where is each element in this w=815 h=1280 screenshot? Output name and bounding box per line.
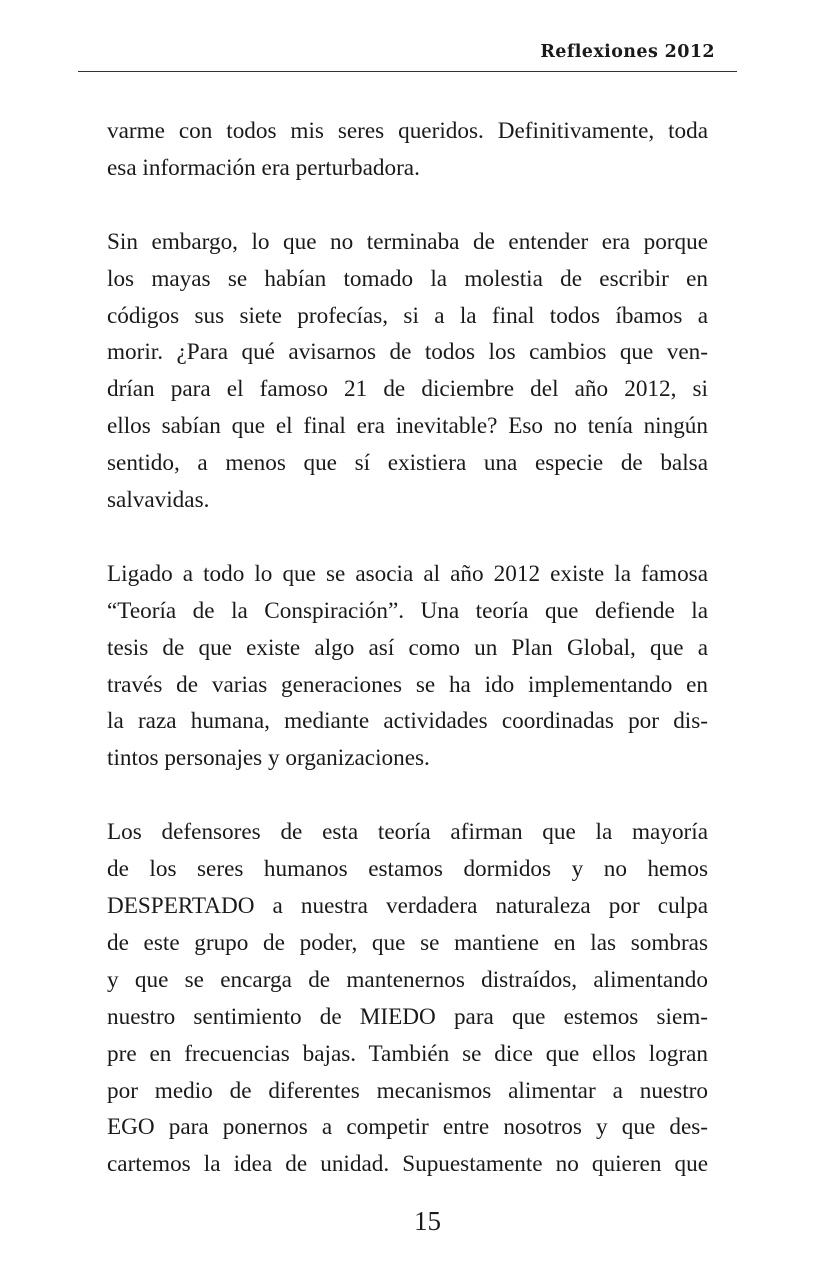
running-header [78, 40, 737, 72]
text-line: de los seres humanos estamos dormidos y no hemos [107, 856, 708, 883]
text-line: través de varias generaciones se ha ido implementando en [107, 671, 708, 698]
text-line: la raza humana, mediante actividades coordinadas por dis- [107, 708, 708, 735]
text-line: nuestro sentimiento de MIEDO para que estemos siem- [107, 1003, 708, 1030]
text-line: sentido, a menos que sí existiera una especie de balsa [107, 450, 708, 477]
text-line: por medio de diferentes mecanismos alimentar a nuestro [107, 1077, 708, 1104]
text-line: cartemos la idea de unidad. Supuestamente no quieren que [107, 1151, 708, 1178]
text-line: drían para el famoso 21 de diciembre del año 2012, si [107, 376, 708, 403]
paragraph-2 [107, 224, 708, 519]
text-line: Ligado a todo lo que se asocia al año 2012 existe la famosa [107, 560, 708, 587]
text-line: “Teoría de la Conspiración”. Una teoría que defiende la [107, 597, 708, 624]
text-line: salvavidas. [107, 487, 210, 514]
text-line: los mayas se habían tomado la molestia de escribir en [107, 265, 708, 292]
text-line: tintos personajes y organizaciones. [107, 745, 430, 772]
text-line: tesis de que existe algo así como un Plan Global, que a [107, 634, 708, 661]
paragraph-1 [107, 113, 708, 187]
text-line: códigos sus siete profecías, si a la final todos íbamos a [107, 302, 708, 329]
page-number: 15 [414, 1206, 441, 1236]
paragraph-4 [107, 814, 708, 1183]
text-line: de este grupo de poder, que se mantiene en las sombras [107, 929, 708, 956]
text-line: ellos sabían que el final era inevitable? Eso no tenía ningún [107, 413, 708, 440]
text-line: morir. ¿Para qué avisarnos de todos los cambios que ven- [107, 339, 708, 366]
text-line: varme con todos mis seres queridos. Definitivamente, toda [107, 118, 708, 144]
text-line: esa información era perturbadora. [107, 154, 420, 181]
text-line: y que se encarga de mantenernos distraídos, alimentando [107, 966, 708, 993]
text-line: EGO para ponernos a competir entre nosotros y que des- [107, 1114, 708, 1141]
paragraph-3 [107, 556, 708, 777]
text-line: DESPERTADO a nuestra verdadera naturaleza por culpa [107, 892, 708, 919]
text-line: Los defensores de esta teoría afirman que la mayoría [107, 819, 708, 846]
text-line: Sin embargo, lo que no terminaba de entender era porque [107, 228, 708, 255]
running-title: Reflexiones 2012 [540, 42, 715, 62]
text-line: pre en frecuencias bajas. También se dice que ellos logran [107, 1040, 708, 1067]
body-text [107, 113, 708, 1183]
